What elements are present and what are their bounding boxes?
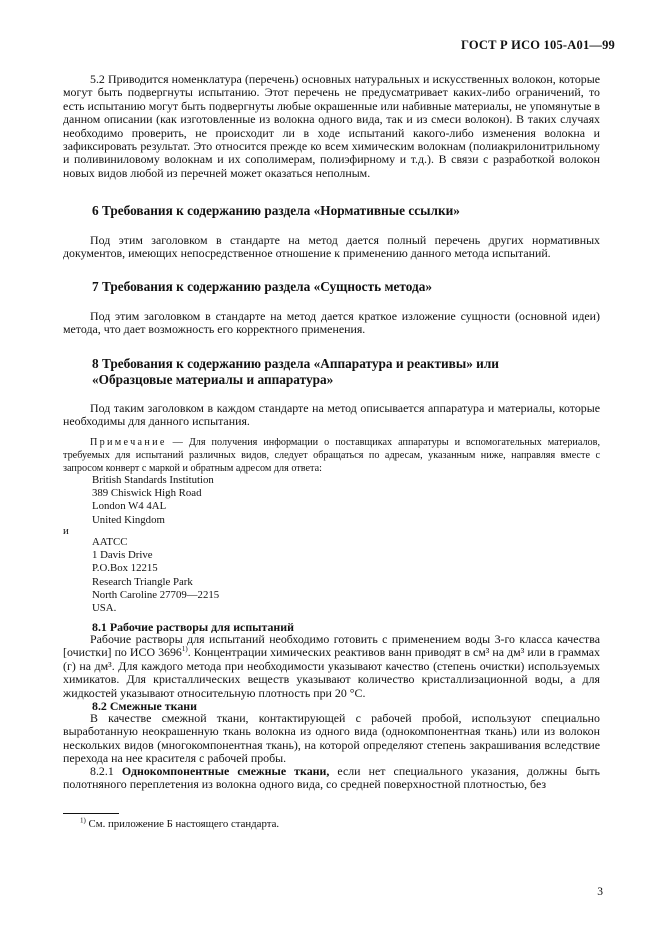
address-bsi (92, 474, 214, 527)
paragraph-8-2-1 (63, 765, 600, 792)
conjunction-and: и (63, 525, 69, 537)
address-line: North Caroline 27709—2215 (92, 588, 220, 601)
address-line: London W4 4AL (92, 500, 167, 513)
footnote-separator (63, 813, 119, 814)
paragraph-8-2: В качестве смежной ткани, контактирующей с рабочей пробой, используют специально выработанную неокрашенную ткань волокна из одного вида (однокомпонентная ткань) или из волокон нескольких видов (многокомпонентная ткань), на которой определяют степень закрашивания вследствие перехода на нее красителя с рабочей пробы. (63, 711, 600, 766)
address-line: Research Triangle Park (92, 575, 193, 588)
address-line: USA. (92, 602, 117, 615)
page-number: 3 (597, 886, 603, 898)
address-line: 1 Davis Drive (92, 549, 153, 562)
paragraph-8-1-text-cont: . Концентрации химических реактивов ванн приводят в см³ на дм³ или в граммах (г) на дм³. Для каждого метода при необходимости указывают качество (степень очистки) используемых химикатов. Для кристаллических веществ указывают количество кристаллизационной воды, а для жидкостей указывают относительную плотность при 20 °С. (63, 645, 600, 700)
paragraph-8: Под таким заголовком в каждом стандарте на метод описывается аппаратура и материалы, которые необходимы для данного испытания. (63, 401, 600, 429)
address-line: 389 Chiswick High Road (92, 487, 202, 500)
address-line: British Standards Institution (92, 474, 214, 486)
address-line: AATCC (92, 536, 128, 548)
heading-8-2: 8.2 Смежные ткани (92, 699, 197, 713)
heading-section-7: 7 Требования к содержанию раздела «Сущность метода» (92, 279, 433, 294)
footnote-ref: 1) (181, 645, 188, 654)
address-line: United Kingdom (92, 513, 165, 526)
heading-section-6: 6 Требования к содержанию раздела «Нормативные ссылки» (92, 203, 460, 218)
heading-section-8-line2: «Образцовые материалы и аппаратура» (92, 371, 334, 387)
clause-number: 8.2.1 (90, 764, 122, 778)
paragraph-7: Под этим заголовком в стандарте на метод дается краткое изложение сущности (основной идеи) метода, что дает возможность его корректного применения. (63, 309, 600, 337)
clause-text: если нет специального указания, должны быть полотняного переплетения из волокна одного вида, со средней поверхностной плотностью, без (63, 764, 600, 792)
heading-8-1: 8.1 Рабочие растворы для испытаний (92, 620, 294, 634)
heading-section-8 (92, 356, 499, 387)
heading-section-8-line1: 8 Требования к содержанию раздела «Аппаратура и реактивы» или (92, 356, 499, 371)
standard-header: ГОСТ Р ИСО 105-А01—99 (460, 38, 615, 52)
paragraph-8-1 (63, 633, 600, 700)
note-label: Примечание (90, 437, 167, 448)
address-aatcc (92, 536, 219, 615)
footnote-text: См. приложение Б настоящего стандарта. (85, 818, 280, 830)
clause-term: Однокомпонентные смежные ткани, (121, 764, 330, 778)
note-text: — Для получения информации о поставщиках аппаратуры и вспомогательных материалов, требуемых для испытаний различных видов, следует обращаться по адресам, указанным ниже, направляя вместе с запросом конверт с маркой и обратным адресом для ответа: (63, 437, 600, 474)
footnote-mark: 1) (80, 816, 86, 825)
address-line: P.O.Box 12215 (92, 562, 158, 575)
paragraph-8-1-text: Рабочие растворы для испытаний необходимо готовить с применением воды 3-го класса качества [очистки] по ИСО 3696 (63, 632, 600, 660)
note (63, 436, 600, 475)
footnote (80, 818, 279, 830)
paragraph-5-2: 5.2 Приводится номенклатура (перечень) основных натуральных и искусственных волокон, которые могут быть подвергнуты испытанию. Этот перечень не предусматривает каких-либо ограничений, то есть испытанию могут быть подвергнуты любые окрашенные или набивные материалы, не упомянутые в данном описании (как изготовленные из волокна одного вида, так и из смеси волокон). В таких случаях необходимо проверить, не происходит ли в ходе испытаний какого-либо изменения волокна и зафиксировать результат. Это относится прежде ко всем химическим волокнам (полиакрилонитрильному и поливиниловому волокнам и их сополимерам, полиэфирному и т.д.). В связи с разработкой волокон новых видов любой из перечней может оказаться неполным. (63, 72, 600, 180)
paragraph-6: Под этим заголовком в стандарте на метод дается полный перечень других нормативных документов, имеющих непосредственное отношение к применению данного метода испытаний. (63, 233, 600, 261)
